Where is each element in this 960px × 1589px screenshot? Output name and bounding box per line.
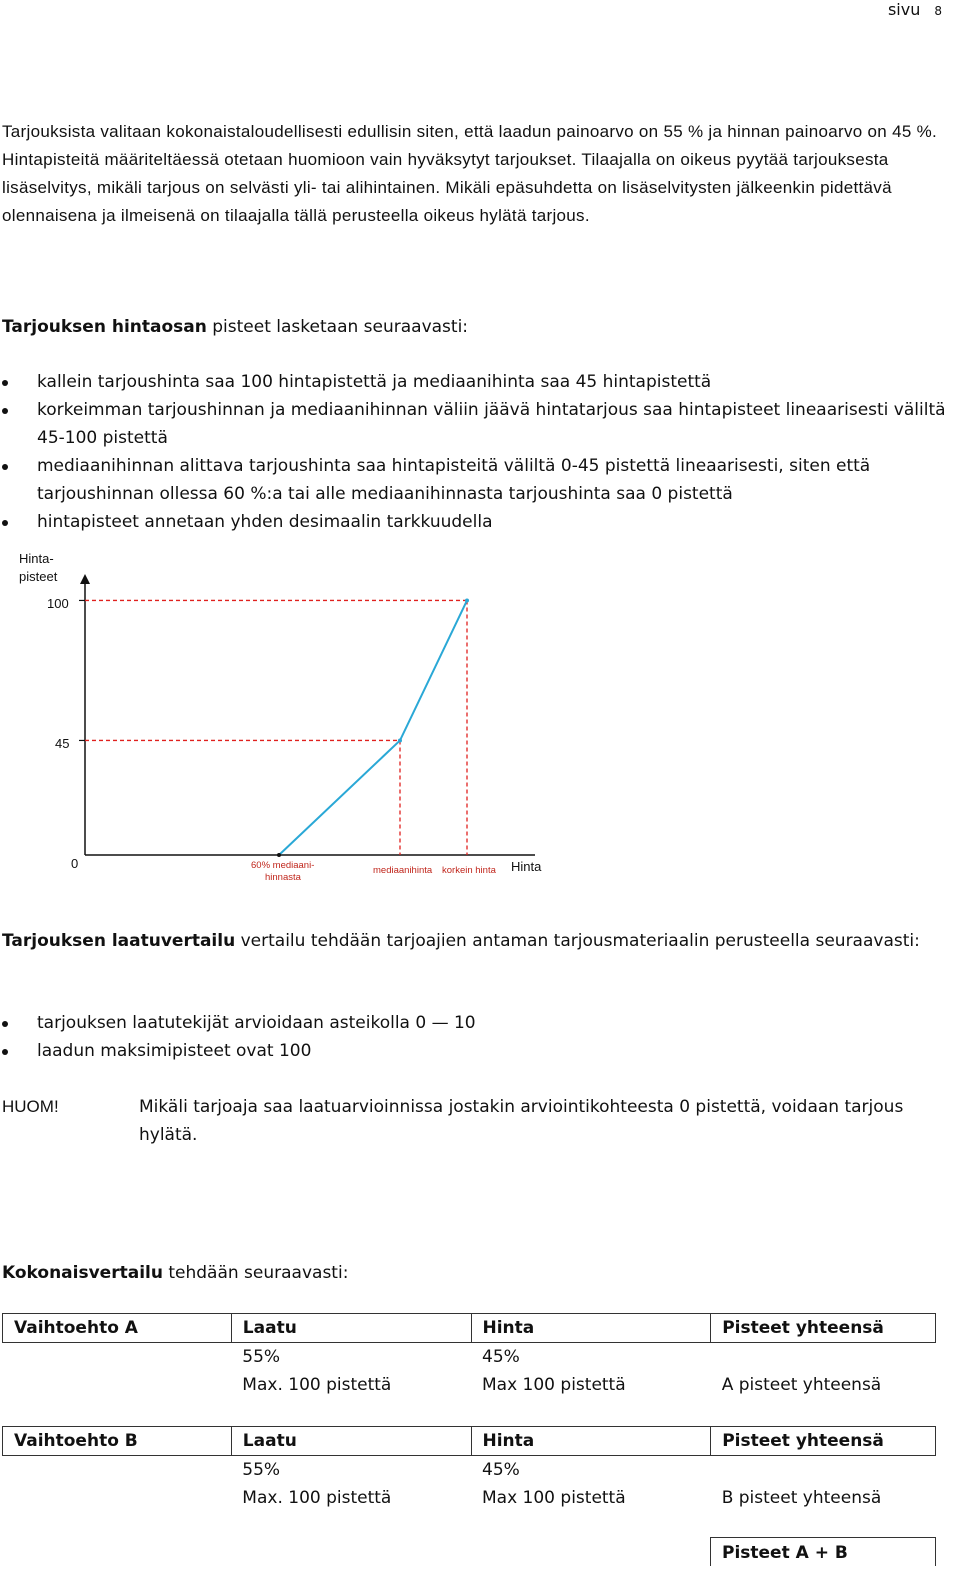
y-tick-0: 0 [71, 856, 79, 871]
y-axis-arrow [80, 574, 90, 584]
page-header [888, 0, 942, 19]
y-axis-label-line2: pisteet [19, 569, 58, 584]
x-axis-label: Hinta [511, 859, 542, 874]
note-label: HUOM! [2, 1097, 59, 1116]
page-number: 8 [934, 4, 942, 18]
data-points [277, 598, 469, 857]
table-cell: 55% [242, 1460, 281, 1480]
quality-section-heading [2, 927, 947, 955]
table-row [3, 1484, 936, 1512]
table-cell [3, 1484, 232, 1512]
price-heading-rest: pisteet lasketaan seuraavasti: [206, 317, 469, 337]
x-label-max: korkein hinta [442, 865, 496, 876]
intro-text [2, 118, 947, 230]
data-point [277, 853, 281, 857]
quality-heading-bold: Tarjouksen laatuvertailu [2, 931, 236, 951]
y-axis-label-line1: Hinta- [19, 551, 54, 566]
table-cell [3, 1456, 232, 1485]
table-header-row [3, 1427, 936, 1456]
table-header-cell: Laatu [231, 1314, 471, 1343]
list-item: korkeimman tarjoushinnan ja mediaanihinnan väliin jäävä hintatarjous saa hintapisteet lineaarisesti väliltä 45-100 pistettä [2, 396, 947, 452]
x-label-median: mediaanihinta [373, 865, 433, 876]
table-header-cell: Pisteet yhteensä [711, 1427, 936, 1456]
table-cell: 45% [482, 1460, 520, 1480]
page-label: sivu [887, 0, 921, 19]
table-row [3, 1343, 936, 1372]
table-header-cell: Vaihtoehto B [3, 1427, 232, 1456]
table-cell [711, 1343, 936, 1372]
table-header-row [3, 1314, 936, 1343]
list-item: laadun maksimipisteet ovat 100 [2, 1037, 947, 1065]
list-item: hintapisteet annetaan yhden desimaalin tarkkuudella [2, 508, 947, 536]
quality-rules-list [2, 1009, 947, 1065]
intro-line-weighting: Tarjouksista valitaan kokonaistaloudellisesti edullisin siten, että laadun painoarvo on 55 % ja hinnan painoarvo on 45 %. [2, 122, 938, 141]
table-cell [3, 1343, 232, 1372]
table-header-cell: Pisteet yhteensä [711, 1314, 936, 1343]
table-cell [3, 1371, 232, 1399]
table-cell: 45% [482, 1347, 520, 1367]
note-text: Mikäli tarjoaja saa laatuarvioinnissa jostakin arviointikohteesta 0 pistettä, voidaan tarjous hylätä. [139, 1097, 904, 1145]
total-heading-rest: tehdään seuraavasti: [162, 1263, 349, 1283]
table-cell [711, 1456, 936, 1485]
table-header-cell: Vaihtoehto A [3, 1314, 232, 1343]
total-heading-bold: Kokonaisvertailu [2, 1263, 163, 1283]
intro-line-price-points: Hintapisteitä määriteltäessä otetaan huomioon vain hyväksytyt tarjoukset. Tilaajalla on oikeus pyytää tarjouksesta lisäselvitys, mikäli tarjous on selvästi yli- tai alihintainen. Mikäli epäsuhdetta on lisäselvitysten jälkeenkin pidettävä olennaisena ja ilmeisenä on tilaajalla tällä perusteella oikeus hylätä tarjous. [2, 150, 892, 225]
list-item: tarjouksen laatutekijät arvioidaan asteikolla 0 — 10 [2, 1009, 947, 1037]
total-section-heading [2, 1259, 947, 1287]
list-item: kallein tarjoushinta saa 100 hintapistettä ja mediaanihinta saa 45 hintapistettä [2, 368, 947, 396]
quality-heading-rest: vertailu tehdään tarjoajien antaman tarjousmateriaalin perusteella seuraavasti: [235, 931, 920, 951]
table-row [3, 1371, 936, 1399]
table-header-cell: Hinta [471, 1314, 711, 1343]
price-points-chart [0, 540, 600, 890]
table-row [3, 1456, 936, 1485]
price-points-series-line [279, 600, 467, 855]
table-header-cell: Hinta [471, 1427, 711, 1456]
y-tick-100: 100 [47, 596, 69, 611]
price-rules-list [2, 368, 947, 536]
data-point [465, 598, 469, 602]
table-cell: 55% [242, 1347, 281, 1367]
total-sum-box: Pisteet A + B [710, 1537, 936, 1566]
list-item: mediaanihinnan alittava tarjoushinta saa hintapisteitä väliltä 0-45 pistettä lineaarisesti, siten että tarjoushinnan ollessa 60 %:a tai alle mediaanihinnasta tarjoushinta saa 0 pistettä [2, 452, 947, 508]
price-heading-bold: Tarjouksen hintaosan [2, 317, 207, 337]
comparison-table-a [2, 1313, 936, 1399]
table-cell: Max 100 pistettä [482, 1375, 626, 1395]
price-section-heading [2, 313, 947, 341]
comparison-table-b [2, 1426, 936, 1512]
data-point [398, 738, 402, 742]
table-cell: Max. 100 pistettä [242, 1488, 392, 1508]
guide-lines [79, 600, 467, 855]
table-cell: Max. 100 pistettä [242, 1375, 392, 1395]
x-label-60-line1: 60% mediaani- [251, 860, 315, 871]
table-cell: Max 100 pistettä [482, 1488, 626, 1508]
table-cell: A pisteet yhteensä [721, 1375, 882, 1395]
table-header-cell: Laatu [231, 1427, 471, 1456]
table-cell: B pisteet yhteensä [721, 1488, 882, 1508]
y-tick-45: 45 [55, 736, 70, 751]
x-label-60-line2: hinnasta [265, 872, 301, 883]
